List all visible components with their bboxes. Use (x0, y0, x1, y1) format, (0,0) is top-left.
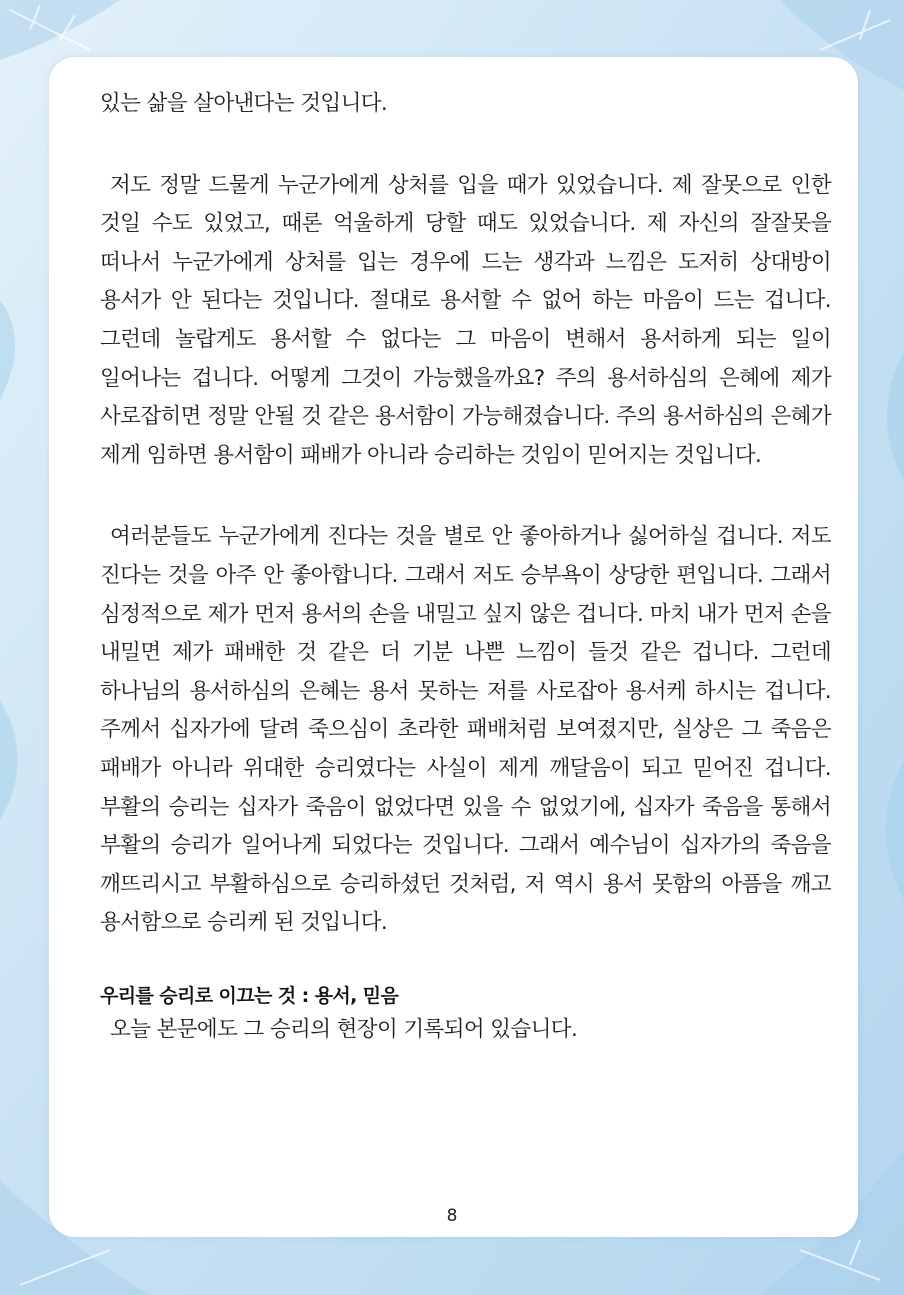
document-body (100, 85, 831, 1050)
paragraph: 여러분들도 누군가에게 진다는 것을 별로 안 좋아하거나 싫어하실 겁니다. 저도 진다는 것을 아주 안 좋아합니다. 그래서 저도 승부욕이 상당한 편입니다. 그래서 심정적으로 제가 먼저 용서의 손을 내밀고 싶지 않은 겁니다. 마치 내가 먼저 손을 내밀면 제가 패배한 것 같은 더 기분 나쁜 느낌이 들것 같은 겁니다. 그런데 하나님의 용서하심의 은혜는 용서 못하는 저를 사로잡아 용서케 하시는 겁니다. 주께서 십자가에 달려 죽으심이 초라한 패배처럼 보여졌지만, 실상은 그 죽음은 패배가 아니라 위대한 승리였다는 사실이 제게 깨달음이 되고 믿어진 겁니다. 부활의 승리는 십자가 죽음이 없었다면 있을 수 없었기에, 십자가 죽음을 통해서 부활의 승리가 일어나게 되었다는 것입니다. 그래서 예수님이 십자가의 죽음을 깨뜨리시고 부활하심으로 승리하셨던 것처럼, 저 역시 용서 못함의 아픔을 깨고 용서함으로 승리케 된 것입니다. (100, 524, 831, 936)
paragraph-spacer (100, 943, 831, 982)
paragraph-spacer (100, 475, 831, 518)
paragraph-spacer (100, 124, 831, 167)
page-number: 8 (446, 1206, 458, 1226)
section-intro: 오늘 본문에도 그 승리의 현장이 기록되어 있습니다. (110, 1017, 578, 1043)
paragraph: 있는 삶을 살아낸다는 것입니다. (100, 91, 388, 116)
section-heading: 우리를 승리로 이끄는 것 : 용서, 믿음 (100, 985, 399, 1008)
paragraph: 저도 정말 드물게 누군가에게 상처를 입을 때가 있었습니다. 제 잘못으로 인한 것일 수도 있었고, 때론 억울하게 당할 때도 있었습니다. 제 자신의 잘잘못을 떠나서 누군가에게 상처를 입는 경우에 드는 생각과 느낌은 도저히 상대방이 용서가 안 된다는 것입니다. 절대로 용서할 수 없어 하는 마음이 드는 겁니다. 그런데 놀랍게도 용서할 수 없다는 그 마음이 변해서 용서하게 되는 일이 일어나는 겁니다. 어떻게 그것이 가능했을까요? 주의 용서하심의 은혜에 제가 사로잡히면 정말 안될 것 같은 용서함이 가능해졌습니다. 주의 용서하심의 은혜가 제게 임하면 용서함이 패배가 아니라 승리하는 것임이 믿어지는 것입니다. (100, 172, 831, 468)
